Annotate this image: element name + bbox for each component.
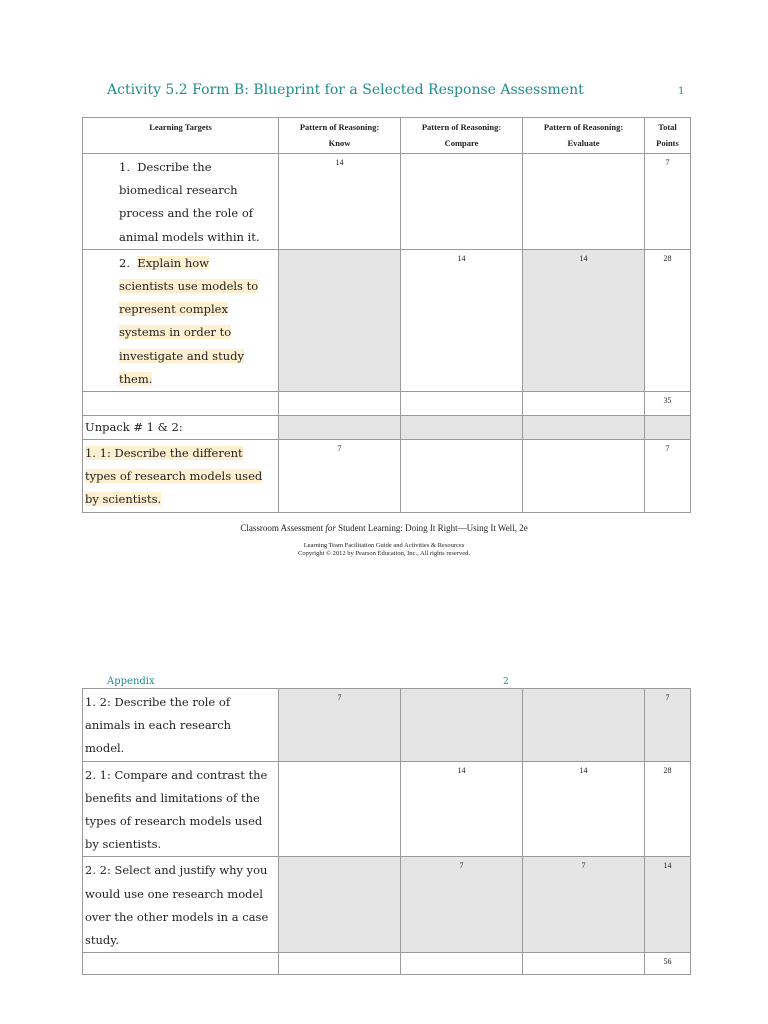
total-points: 28 bbox=[645, 249, 691, 391]
table-header-row bbox=[83, 118, 691, 154]
learning-target-cell: 1. 2: Describe the role of animals in each research model. bbox=[83, 689, 279, 762]
blueprint-table-continued bbox=[82, 688, 691, 975]
know-points bbox=[279, 249, 401, 391]
compare-points: 14 bbox=[401, 761, 523, 857]
evaluate-points: 7 bbox=[523, 857, 645, 953]
evaluate-points bbox=[523, 689, 645, 762]
compare-points: 7 bbox=[401, 857, 523, 953]
page-number: 2 bbox=[503, 677, 509, 687]
evaluate-points bbox=[523, 154, 645, 250]
evaluate-points: 14 bbox=[523, 249, 645, 391]
total-points: 28 bbox=[645, 761, 691, 857]
subtotal-row bbox=[83, 392, 691, 416]
column-header-compare: Pattern of Reasoning: Compare bbox=[401, 118, 523, 154]
total-points: 14 bbox=[645, 857, 691, 953]
footer-book-title: Classroom Assessment for Student Learning: Doing It Right—Using It Well, 2e bbox=[240, 523, 528, 533]
learning-target-cell: 1. Describe the biomedical research process and the role of animal models within it. bbox=[83, 154, 279, 250]
know-points: 7 bbox=[279, 689, 401, 762]
learning-target-cell: 1. 1: Describe the different types of research models used by scientists. bbox=[83, 440, 279, 513]
unpack-header-row bbox=[83, 416, 691, 440]
table-row bbox=[83, 761, 691, 857]
column-header-learning-targets: Learning Targets bbox=[83, 118, 279, 154]
know-points bbox=[279, 761, 401, 857]
compare-points bbox=[401, 440, 523, 513]
know-points: 14 bbox=[279, 154, 401, 250]
compare-points: 14 bbox=[401, 249, 523, 391]
column-header-know: Pattern of Reasoning: Know bbox=[279, 118, 401, 154]
know-points: 7 bbox=[279, 440, 401, 513]
table-row bbox=[83, 249, 691, 391]
footer-copyright: Copyright © 2012 by Pearson Education, Inc., All rights reserved. bbox=[298, 550, 470, 557]
total-points: 7 bbox=[645, 154, 691, 250]
footer-guide-line: Learning Team Facilitation Guide and Activities & Resources bbox=[303, 542, 465, 549]
know-points bbox=[279, 857, 401, 953]
evaluate-points bbox=[523, 440, 645, 513]
evaluate-points: 14 bbox=[523, 761, 645, 857]
table-row bbox=[83, 154, 691, 250]
table-row bbox=[83, 857, 691, 953]
table-row bbox=[83, 689, 691, 762]
subtotal-points: 35 bbox=[645, 392, 691, 416]
blueprint-table bbox=[82, 117, 691, 513]
subtotal-row bbox=[83, 953, 691, 975]
compare-points bbox=[401, 689, 523, 762]
learning-target-cell: 2. Explain how scientists use models to represent complex systems in order to investigate and study them. bbox=[83, 249, 279, 391]
unpack-label: Unpack # 1 & 2: bbox=[83, 416, 279, 440]
table-row bbox=[83, 440, 691, 513]
page-title: Activity 5.2 Form B: Blueprint for a Selected Response Assessment bbox=[107, 82, 584, 98]
total-points: 7 bbox=[645, 440, 691, 513]
subtotal-points: 56 bbox=[645, 953, 691, 975]
learning-target-cell: 2. 1: Compare and contrast the benefits and limitations of the types of research models used by scientists. bbox=[83, 761, 279, 857]
learning-target-cell: 2. 2: Select and justify why you would use one research model over the other models in a case study. bbox=[83, 857, 279, 953]
total-points: 7 bbox=[645, 689, 691, 762]
appendix-label: Appendix bbox=[107, 676, 155, 687]
column-header-total-points: Total Points bbox=[645, 118, 691, 154]
compare-points bbox=[401, 154, 523, 250]
column-header-evaluate: Pattern of Reasoning: Evaluate bbox=[523, 118, 645, 154]
page-number: 1 bbox=[678, 86, 685, 97]
